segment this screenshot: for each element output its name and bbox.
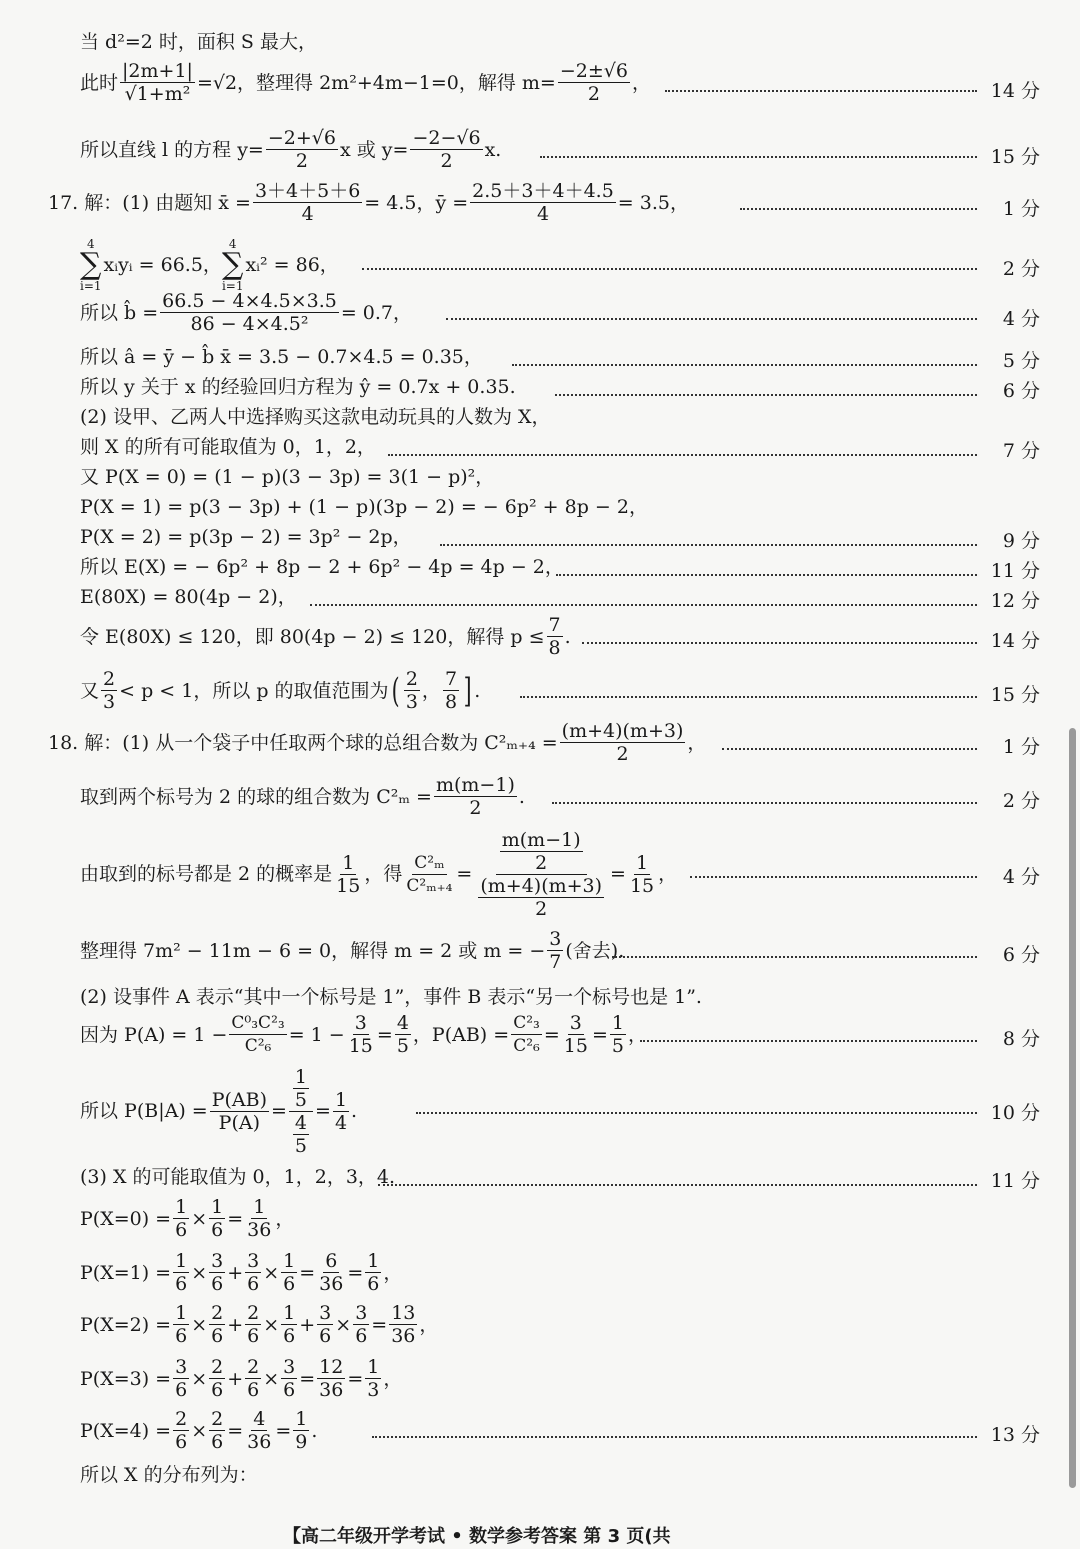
leader-dots: [512, 364, 977, 366]
operator: ×: [191, 1367, 208, 1390]
line-2: 此时 $\frac{|2m+1|}{\text{√1+m²}}$ =√2，整理得 2m²+4m−1=0，解得 m= $\frac{-2\pm√6}{2}$ ， 14 分: [80, 60, 1040, 105]
score: 4 分: [1002, 866, 1040, 888]
line-7: 所以 â = ȳ − b̂ x̄ = 3.5 − 0.7×4.5 = 0.35， 5 分: [80, 346, 1040, 372]
operator: =: [299, 1367, 316, 1390]
operator: +: [227, 1367, 244, 1390]
line-5: 4 ∑ i=1 xᵢyᵢ = 66.5， 4 ∑ i=1 xᵢ² = 86， 2 分: [80, 237, 1040, 293]
page-footer: 【高二年级开学考试 • 数学参考答案 第 3 页(共: [283, 1526, 671, 1547]
score: 11 分: [990, 1170, 1040, 1192]
fraction: $\frac{4}{36}$: [247, 1408, 272, 1453]
leader-dots: [582, 642, 977, 644]
line-16: 令 E(80X) ≤ 120，即 80(4p − 2) ≤ 120，解得 p ≤ $\frac{7}{8}$ . 14 分: [80, 614, 1040, 659]
leader-dots: [722, 748, 977, 750]
sigma-symbol: 4 ∑ i=1: [221, 237, 244, 293]
left-paren: (: [391, 670, 400, 711]
line-25: (3) X 的可能取值为 0，1，2，3，4. 11 分: [80, 1166, 1040, 1192]
score: 14 分: [990, 80, 1040, 102]
fraction: $\frac{1}{3}$: [367, 1356, 380, 1401]
score: 5 分: [1002, 350, 1040, 372]
line-10: 则 X 的所有可能取值为 0，1，2， 7 分: [80, 436, 1040, 462]
punct: ，: [383, 1367, 403, 1390]
score: 4 分: [1002, 308, 1040, 330]
leader-dots: [372, 1436, 977, 1438]
fraction: $\frac{3}{6}$: [355, 1302, 368, 1347]
leader-dots: [552, 802, 977, 804]
line-29: [0, 1356, 1080, 1401]
line-1: [0, 22, 1080, 62]
score: 15 分: [990, 684, 1040, 706]
line-text: 当 d²=2 时，面积 S 最大，: [80, 31, 317, 53]
punct: ，: [419, 1313, 439, 1336]
punct: ，: [383, 1261, 403, 1284]
fraction: $\frac{12}{36}$: [319, 1356, 344, 1401]
score: 2 分: [1002, 790, 1040, 812]
line-13: P(X = 2) = p(3p − 2) = 3p² − 2p， 9 分: [80, 526, 1040, 552]
score: 6 分: [1002, 944, 1040, 966]
fraction: $\frac{3}{6}$: [319, 1302, 332, 1347]
score: 12 分: [990, 590, 1040, 612]
line-22: (2) 设事件 A 表示“其中一个标号是 1”，事件 B 表示“另一个标号也是 1”.: [80, 986, 702, 1008]
sigma-symbol: 4 ∑ i=1: [80, 237, 102, 293]
line-20: 由取到的标号都是 2 的概率是 1 15 ，得 $\frac{\text{C²ₘ}}{\text{C²ₘ₊₄}}$ = $\frac{\frac{m(m-1)}{2}}{\frac{(m+4)(m+3)}{2}}$ = $\frac{1}{15}$ ， 4 分: [80, 828, 1040, 920]
line-9: (2) 设甲、乙两人中选择购买这款电动玩具的人数为 X，: [80, 406, 551, 428]
fraction: $\frac{3}{6}$: [283, 1356, 296, 1401]
line-4: 17. 解：(1) 由题知 x̄ = $\frac{3+4+5+6}{4}$ = 4.5，ȳ = $\frac{2.5+3+4+4.5}{4}$ = 3.5， 1 分: [48, 180, 1040, 225]
scrollbar[interactable]: [1069, 728, 1076, 1488]
line-3: 所以直线 l 的方程 y= $\frac{-2+√6}{2}$ x 或 y= $\frac{-2-√6}{2}$ x. 15 分: [80, 127, 1040, 172]
line-21: 整理得 7m² − 11m − 6 = 0，解得 m = 2 或 m = − $\frac{3}{7}$ (舍去). 6 分: [80, 928, 1040, 973]
fraction: $\frac{1}{6}$: [283, 1302, 296, 1347]
score: 6 分: [1002, 380, 1040, 402]
line-8: 所以 y 关于 x 的经验回归方程为 ŷ = 0.7x + 0.35. 6 分: [80, 376, 1040, 402]
fraction: $\frac{2}{6}$: [211, 1356, 224, 1401]
score: 1 分: [1002, 736, 1040, 758]
operator: =: [371, 1313, 388, 1336]
fraction: $\frac{1}{9}$: [295, 1408, 308, 1453]
fraction: $\frac{6}{36}$: [319, 1250, 344, 1295]
leader-dots: [520, 696, 977, 698]
score: 11 分: [990, 560, 1040, 582]
score: 10 分: [990, 1102, 1040, 1124]
fraction: $\frac{2}{6}$: [247, 1356, 260, 1401]
prob-label: P(X=1) =: [80, 1261, 172, 1284]
score: 9 分: [1002, 530, 1040, 552]
line-12: P(X = 1) = p(3 − 3p) + (1 − p)(3p − 2) = − 6p² + 8p − 2，: [80, 496, 648, 518]
prob-label: P(X=3) =: [80, 1367, 172, 1390]
fraction: $\frac{1}{6}$: [283, 1250, 296, 1295]
fraction: $\frac{13}{36}$: [391, 1302, 416, 1347]
score: 7 分: [1002, 440, 1040, 462]
prob-label: P(X=0) =: [80, 1207, 172, 1230]
leader-dots: [540, 156, 977, 158]
compound-fraction: $\frac{\frac{m(m-1)}{2}}{\frac{(m+4)(m+3)}{2}}$: [480, 828, 603, 920]
score: 8 分: [1002, 1028, 1040, 1050]
score: 15 分: [990, 146, 1040, 168]
line-27: [0, 1250, 1080, 1295]
line-17: 又 2 3 < p < 1，所以 p 的取值范围为 ( 2 3 ， 7 8 ] . 15 分: [80, 668, 1040, 713]
fraction: $\frac{-2\pm√6}{2}$: [559, 60, 628, 105]
fraction: $\frac{2}{6}$: [247, 1302, 260, 1347]
fraction: $\frac{1}{6}$: [175, 1250, 188, 1295]
operator: ×: [335, 1313, 352, 1336]
operator: ×: [263, 1367, 280, 1390]
fraction: $\frac{1}{6}$: [211, 1196, 224, 1241]
operator: ×: [191, 1313, 208, 1336]
leader-dots: [310, 604, 977, 606]
line-14: 所以 E(X) = − 6p² + 8p − 2 + 6p² − 4p = 4p − 2， 11 分: [80, 556, 1040, 582]
score: 14 分: [990, 630, 1040, 652]
leader-dots: [388, 454, 977, 456]
operator: ×: [263, 1261, 280, 1284]
fraction: $\frac{3}{6}$: [175, 1356, 188, 1401]
fraction: $\frac{2}{6}$: [211, 1302, 224, 1347]
operator: +: [227, 1313, 244, 1336]
line-24: 所以 P(B|A) = $\frac{P(AB)}{P(A)}$ = $\frac{\frac{1}{5}}{\frac{4}{5}}$ = $\frac{1}{4}$ . 10 分: [80, 1065, 1040, 1157]
punct: .: [311, 1419, 318, 1442]
compound-fraction: $\frac{\frac{1}{5}}{\frac{4}{5}}$: [289, 1066, 313, 1157]
operator: ×: [191, 1419, 208, 1442]
line-15: E(80X) = 80(4p − 2)， 12 分: [80, 586, 1040, 612]
prob-label: P(X=4) =: [80, 1419, 172, 1442]
fraction: $\frac{1}{6}$: [175, 1302, 188, 1347]
line-23: 因为 P(A) = 1 − $\frac{\text{C⁰₃C²₃}}{\text{C²₆}}$ = 1 − $\frac{3}{15}$ = $\frac{4}{5}$ ，P(AB) = $\frac{\text{C²₃}}{\text{C²₆}}$ = $\frac{3}{15}$ = $\frac{1}{5}$ ， 8 分: [80, 1012, 1040, 1057]
leader-dots: [640, 1040, 977, 1042]
operator: ×: [191, 1207, 208, 1230]
operator: =: [347, 1261, 364, 1284]
operator: +: [227, 1261, 244, 1284]
operator: =: [227, 1207, 244, 1230]
line-18: 18. 解：(1) 从一个袋子中任取两个球的总组合数为 C²ₘ₊₄ = $\frac{(m+4)(m+3)}{2}$ ， 1 分: [48, 720, 1040, 765]
line-26: [0, 1196, 1080, 1241]
fraction: $\frac{3}{6}$: [211, 1250, 224, 1295]
line-11: 又 P(X = 0) = (1 − p)(3 − 3p) = 3(1 − p)²，: [80, 466, 495, 488]
leader-dots: [556, 574, 977, 576]
operator: ×: [263, 1313, 280, 1336]
operator: =: [227, 1419, 244, 1442]
line-28: [0, 1302, 1080, 1347]
fraction: $\frac{3}{6}$: [247, 1250, 260, 1295]
score: 13 分: [990, 1424, 1040, 1446]
fraction: $\frac{1}{6}$: [175, 1196, 188, 1241]
leader-dots: [555, 394, 977, 396]
fraction: $\frac{1}{6}$: [367, 1250, 380, 1295]
operator: =: [347, 1367, 364, 1390]
operator: ×: [191, 1261, 208, 1284]
leader-dots: [740, 208, 977, 210]
fraction: $\frac{1}{36}$: [247, 1196, 272, 1241]
line-31: 所以 X 的分布列为：: [80, 1464, 258, 1486]
leader-dots: [362, 268, 977, 270]
fraction: $\frac{2}{6}$: [175, 1408, 188, 1453]
leader-dots: [665, 90, 977, 92]
operator: +: [299, 1313, 316, 1336]
right-bracket: ]: [463, 670, 472, 711]
line-19: 取到两个标号为 2 的球的组合数为 C²ₘ = $\frac{m(m-1)}{2}$ . 2 分: [80, 774, 1040, 819]
score: 1 分: [1002, 198, 1040, 220]
leader-dots: [378, 1184, 977, 1186]
leader-dots: [416, 1112, 977, 1114]
punct: ，: [275, 1207, 295, 1230]
leader-dots: [612, 956, 977, 958]
leader-dots: [440, 544, 977, 546]
leader-dots: [690, 876, 977, 878]
operator: =: [275, 1419, 292, 1442]
operator: =: [299, 1261, 316, 1284]
fraction: $\frac{2}{6}$: [211, 1408, 224, 1453]
fraction: $\frac{|2m+1|}{\text{√1+m²}}$: [122, 60, 193, 105]
leader-dots: [446, 318, 977, 320]
score: 2 分: [1002, 258, 1040, 280]
line-30: [0, 1408, 1080, 1453]
line-6: 所以 b̂ = $\frac{66.5 - 4\times 4.5\times 3.5}{\text{86 − 4×4.5²}}$ = 0.7， 4 分: [80, 290, 1040, 335]
prob-label: P(X=2) =: [80, 1313, 172, 1336]
